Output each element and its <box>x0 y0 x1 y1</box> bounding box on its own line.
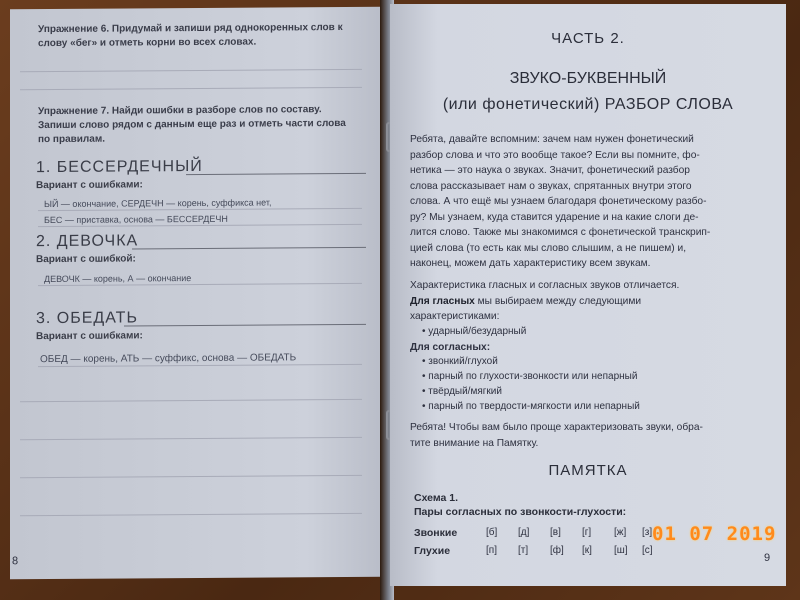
ruled-line <box>20 437 362 440</box>
voiced-cell: [з] <box>642 527 653 538</box>
closing-paragraph <box>410 420 774 451</box>
intro-line: лится слово. Также мы знакомимся с фонетической транскрип- <box>410 227 711 238</box>
voiced-cell: [б] <box>486 527 498 538</box>
page-number-right: 9 <box>764 552 771 564</box>
item-1-heading: 1. БЕССЕРДЕЧНЫЙ <box>36 157 203 177</box>
consonant-bullet: • парный по твердости-мягкости или непарный <box>422 401 640 412</box>
closing-line: тите внимание на Памятку. <box>410 437 539 449</box>
characteristics-line: Характеристика гласных и согласных звуков отличается. <box>410 280 680 291</box>
consonant-bullet: • твёрдый/мягкий <box>422 386 502 397</box>
page-number-left: 8 <box>12 555 19 568</box>
ruled-line <box>20 399 362 402</box>
vowels-line-2: характеристиками: <box>410 311 500 322</box>
section-title-line-2: (или фонетический) РАЗБОР СЛОВА <box>442 96 734 113</box>
camera-date-stamp: 01 07 2019 <box>652 523 777 545</box>
voiceless-cell: [т] <box>518 545 529 556</box>
item-2-variant: Вариант с ошибкой: <box>36 253 136 266</box>
part-heading: ЧАСТЬ 2. <box>551 30 625 47</box>
ruled-line <box>20 475 362 478</box>
voiceless-cell: [с] <box>642 545 653 556</box>
consonant-bullet: • парный по глухости-звонкости или непарный <box>422 371 638 382</box>
schema-title: Схема 1. <box>414 492 459 504</box>
ruled-line <box>20 513 362 516</box>
exercise-7-text: Упражнение 7. Найди ошибки в разборе слов по составу. Запиши слово рядом с данным еще раз и отметь части слова по правилам. <box>38 104 346 146</box>
schema-subtitle: Пары согласных по звонкости-глухости: <box>414 506 627 518</box>
intro-line: Ребята, давайте вспомним: зачем нам нужен фонетический <box>410 134 694 145</box>
vowels-label: Для гласных <box>410 296 475 307</box>
intro-line: разбор слова и что это вообще такое? Если вы помните, фо- <box>410 149 700 161</box>
voiceless-cell: [ш] <box>614 545 628 556</box>
intro-line: нетика — это наука о звуках. Значит, фонетический разбор <box>410 165 690 176</box>
intro-line: ру? Мы узнаем, куда ставится ударение и на какие слоги де- <box>410 211 699 223</box>
right-page <box>390 4 786 586</box>
voiced-cell: [д] <box>518 527 530 538</box>
vowels-text: мы выбираем между следующими <box>474 296 642 307</box>
answer-line <box>132 247 366 250</box>
voiced-cell: [в] <box>550 527 561 538</box>
voiceless-cell: [к] <box>582 545 592 556</box>
item-1-variant: Вариант с ошибками: <box>36 179 143 192</box>
answer-line <box>186 173 366 175</box>
consonants-label: Для согласных: <box>410 342 491 353</box>
item-3-variant: Вариант с ошибками: <box>36 330 143 343</box>
section-title-line-1: ЗВУКО-БУКВЕННЫЙ <box>509 70 667 87</box>
item-1-line-1: ЫЙ — окончание, СЕРДЕЧН — корень, суффикса нет, <box>44 197 272 210</box>
voiceless-label: Глухие <box>414 545 451 557</box>
item-2-heading: 2. ДЕВОЧКА <box>36 232 139 251</box>
intro-line: слова рассказывает нам о звуках, спрятанных внутри этого <box>410 180 692 192</box>
vowels-line <box>410 294 774 310</box>
ruled-line <box>20 69 362 72</box>
ruled-line <box>20 87 362 90</box>
answer-line <box>124 324 366 327</box>
intro-line: цией слова (то есть как мы слово слышим, а не пишем) и, <box>410 242 687 254</box>
memo-heading: ПАМЯТКА <box>548 462 628 479</box>
voiced-label: Звонкие <box>414 527 458 539</box>
item-3-line-1: ОБЕД — корень, АТЬ — суффикс, основа — ОБЕДАТЬ <box>40 352 297 366</box>
item-3-heading: 3. ОБЕДАТЬ <box>36 309 138 328</box>
item-2-line-1: ДЕВОЧК — корень, А — окончание <box>44 273 192 285</box>
voiced-cell: [г] <box>582 527 592 538</box>
intro-line: слова. А что ещё мы узнаем благодаря фонетическому разбо- <box>410 196 707 207</box>
item-1-line-2: БЕС — приставка, основа — БЕССЕРДЕЧН <box>44 213 228 226</box>
voiced-cell: [ж] <box>614 527 627 538</box>
voiceless-cell: [п] <box>486 545 497 556</box>
left-page <box>10 7 382 580</box>
closing-line: Ребята! Чтобы вам было проще характеризовать звуки, обра- <box>410 422 703 433</box>
voiceless-cell: [ф] <box>550 545 564 556</box>
vowel-bullet: • ударный/безударный <box>422 326 527 337</box>
intro-paragraph <box>410 132 774 272</box>
intro-line: наконец, можем дать характеристику всем звукам. <box>410 258 651 269</box>
consonant-bullet: • звонкий/глухой <box>422 356 498 367</box>
exercise-6-text: Упражнение 6. Придумай и запиши ряд однокоренных слов к слову «бег» и отметь корни во всех словах. <box>38 21 343 50</box>
